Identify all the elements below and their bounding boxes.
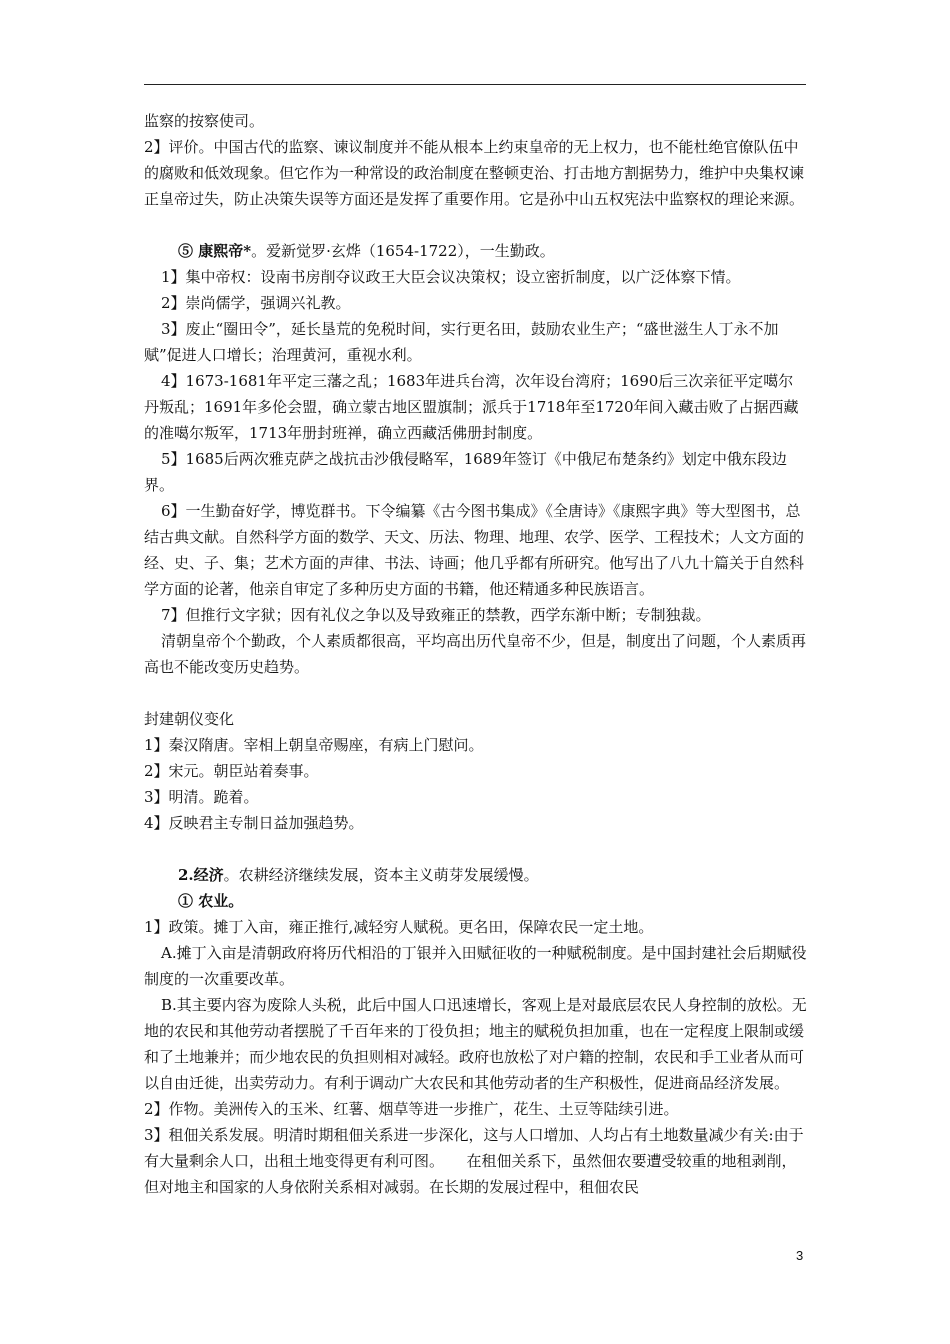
- paragraph: 7】但推行文字狱；因有礼仪之争以及导致雍正的禁教，西学东渐中断；专制独裁。: [161, 606, 711, 624]
- paragraph: A.摊丁入亩是清朝政府将历代相沿的丁银并入田赋征收的一种赋税制度。是中国封建社会后期赋役制度的一次重要改革。: [144, 944, 807, 988]
- header-rule: [144, 84, 806, 85]
- section-title: ⑤ 康熙帝*: [178, 242, 252, 260]
- section-title: 2.经济: [178, 866, 224, 884]
- blank-line: [144, 212, 808, 238]
- document-body: [144, 108, 808, 1200]
- subheading: 封建朝仪变化: [144, 710, 235, 728]
- paragraph: 2】作物。美洲传入的玉米、红薯、烟草等进一步推广，花生、土豆等陆续引进。: [144, 1100, 679, 1118]
- paragraph: 6】一生勤奋好学，博览群书。下令编纂《古今图书集成》《全唐诗》《康熙字典》等大型图书，总结古典文献。自然科学方面的数学、天文、历法、物理、地理、农学、医学、工程技术；人文方面的经、史、子、集；艺术方面的声律、书法、诗画；他几乎都有所研究。他写出了八九十篇关于自然科学方面的论著，他亲自审定了多种历史方面的书籍，他还精通多种民族语言。: [144, 502, 805, 598]
- section-heading-economy: [144, 862, 808, 888]
- section-intro: 。农耕经济继续发展，资本主义萌芽发展缓慢。: [223, 866, 539, 884]
- paragraph: 4】1673-1681年平定三藩之乱；1683年进兵台湾，次年设台湾府；1690后三次亲征平定噶尔丹叛乱；1691年多伦会盟，确立蒙古地区盟旗制；派兵于1718年至1720年间入藏击败了占据西藏的准噶尔叛军，1713年册封班禅，确立西藏活佛册封制度。: [144, 372, 799, 442]
- section-intro: 。爱新觉罗·玄烨（1654-1722），一生勤政。: [251, 242, 555, 260]
- paragraph: 1】集中帝权：设南书房削夺议政王大臣会议决策权；设立密折制度，以广泛体察下情。: [161, 268, 741, 286]
- paragraph: 2】崇尚儒学，强调兴礼教。: [161, 294, 351, 312]
- paragraph: 1】政策。摊丁入亩，雍正推行,减轻穷人赋税。更名田，保障农民一定土地。: [144, 918, 654, 936]
- paragraph: 5】1685后两次雅克萨之战抗击沙俄侵略军，1689年签订《中俄尼布楚条约》划定中俄东段边界。: [144, 450, 787, 494]
- paragraph: 2】评价。中国古代的监察、谏议制度并不能从根本上约束皇帝的无上权力，也不能杜绝官僚队伍中的腐败和低效现象。但它作为一种常设的政治制度在整顿吏治、打击地方割据势力，维护中央集权谏正皇帝过失，防止决策失误等方面还是发挥了重要作用。它是孙中山五权宪法中监察权的理论来源。: [144, 138, 805, 208]
- paragraph: 清朝皇帝个个勤政，个人素质都很高，平均高出历代皇帝不少，但是，制度出了问题，个人素质再高也不能改变历史趋势。: [144, 632, 807, 676]
- paragraph: 监察的按察使司。: [144, 112, 265, 130]
- section-heading-kangxi: [144, 238, 808, 264]
- paragraph: 4】反映君主专制日益加强趋势。: [144, 814, 364, 832]
- paragraph: B.其主要内容为废除人头税，此后中国人口迅速增长，客观上是对最底层农民人身控制的放松。无地的农民和其他劳动者摆脱了千百年来的丁役负担；地主的赋税负担加重，也在一定程度上限制或缓和了土地兼并；而少地农民的负担则相对减轻。政府也放松了对户籍的控制，农民和手工业者从而可以自由迁徙，出卖劳动力。有利于调动广大农民和其他劳动者的生产积极性，促进商品经济发展。: [144, 996, 807, 1092]
- page-number: 3: [796, 1248, 804, 1263]
- paragraph: 1】秦汉隋唐。宰相上朝皇帝赐座，有病上门慰问。: [144, 736, 484, 754]
- subsection-heading-agriculture: ① 农业。: [178, 892, 244, 910]
- blank-line: [144, 836, 808, 862]
- blank-line: [144, 680, 808, 706]
- paragraph: 3】废止“圈田令”，延长垦荒的免税时间，实行更名田，鼓励农业生产；“盛世滋生人丁永不加赋”促进人口增长；治理黄河，重视水利。: [144, 320, 779, 364]
- paragraph: 2】宋元。朝臣站着奏事。: [144, 762, 319, 780]
- paragraph: 3】明清。跪着。: [144, 788, 259, 806]
- paragraph: 3】租佃关系发展。明清时期租佃关系进一步深化，这与人口增加、人均占有土地数量减少有关:由于有大量剩余人口，出租土地变得更有利可图。 在租佃关系下，虽然佃农要遭受较重的地租剥削，但对地主和国家的人身依附关系相对减弱。在长期的发展过程中，租佃农民: [144, 1126, 804, 1196]
